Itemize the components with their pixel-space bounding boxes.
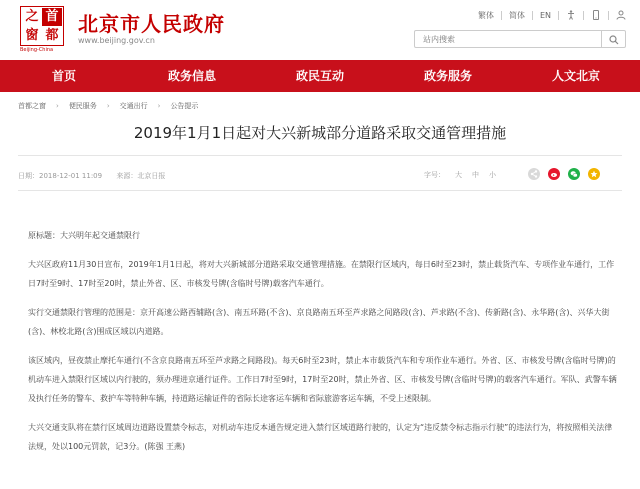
article-meta [18,171,165,181]
font-size-control [424,170,496,180]
divider [18,155,622,156]
article-paragraph: 原标题：大兴明年起交通禁限行 [28,231,140,240]
search-button[interactable] [601,31,625,47]
article-paragraph: 该区域内，昼夜禁止摩托车通行(不含京良路南五环至芦求路之间路段)。每天6时至23时，禁止本市载货汽车和专项作业车通行。外省、区、市核发号牌(含临时号牌)的机动车进入禁限行区域以内行驶的，须办理进京通行证件。工作日7时至9时，17时至20时，禁止外省、区、市核发号牌(含临时号牌)的载客汽车通行。军队、武警车辆及执行任务的警车、救护车等特种车辆，持道路运输证件的省际长途客运车辆和省际旅游客运车辆，不受上述限制。 [28,356,617,403]
logo-char: 首 [42,8,62,26]
divider [608,11,609,20]
nav-item-interaction[interactable]: 政民互动 [295,69,344,83]
nav-item-gov-info[interactable]: 政务信息 [167,69,216,83]
font-size-label: 字号： [424,171,445,179]
article-date: 日期：2018-12-01 11:09 [18,172,103,180]
article-title: 2019年1月1日起对大兴新城部分道路采取交通管理措施 [133,124,507,142]
weibo-icon[interactable] [548,168,560,180]
share-bar [528,168,600,180]
search-input[interactable] [415,31,601,47]
chevron-right-icon: › [157,102,161,110]
nav-item-home[interactable]: 首页 [51,69,76,83]
logo-char: 窗 [25,28,39,43]
mobile-icon[interactable] [591,10,601,20]
qzone-icon[interactable] [588,168,600,180]
divider [532,11,533,20]
font-size-small[interactable]: 小 [489,171,496,179]
divider [501,11,502,20]
simplified-chinese-link[interactable]: 简体 [508,10,525,20]
nav-item-culture[interactable]: 人文北京 [551,69,600,83]
logo-char: 之 [25,9,39,24]
breadcrumb-item[interactable]: 公告提示 [170,102,199,110]
site-header [0,0,640,60]
logo-char: 都 [45,28,59,43]
article-paragraph: 大兴交通支队将在禁行区域周边道路设置禁令标志，对机动车违反本通告规定进入禁行区域道路行驶的，认定为“违反禁令标志指示行驶”的违法行为，将按照相关法律法规，处以100元罚款，记3分。(陈强 王燕) [28,423,613,451]
traditional-chinese-link[interactable]: 繁体 [477,10,494,20]
nav-item-services[interactable]: 政务服务 [423,69,472,83]
breadcrumb-item[interactable]: 交通出行 [119,102,148,110]
divider [18,190,622,191]
divider [558,11,559,20]
site-title[interactable]: 北京市人民政府 [78,12,225,36]
site-url: www.beijing.gov.cn [78,36,155,45]
divider [583,11,584,20]
logo-subtitle: Beijing-China [20,47,54,53]
article-body [28,226,620,466]
english-link[interactable]: EN [539,10,551,20]
share-icon[interactable] [528,168,540,180]
main-nav [0,60,640,92]
search-icon [609,30,619,49]
article-paragraph: 大兴区政府11月30日宣布，2019年1月1日起，将对大兴新城部分道路采取交通管理措施。在禁限行区域内，每日6时至23时，禁止载货汽车、专项作业车通行，工作日7时至9时、17时至20时，禁止外省、区、市核发号牌(含临时号牌)载客汽车通行。 [28,260,615,288]
article-paragraph: 实行交通禁限行管理的范围是：京开高速公路西辅路(含)、南五环路(不含)、京良路南五环至芦求路之间路段(含)、芦求路(不含)、传新路(含)、永华路(含)、兴华大街(含)、林校北路(含)围成区域以内道路。 [28,308,610,336]
top-links [478,8,626,22]
search-box [414,30,626,48]
breadcrumb [18,101,198,111]
site-logo[interactable] [20,6,64,46]
chevron-right-icon: › [106,102,110,110]
chevron-right-icon: › [56,102,59,110]
article-source: 来源：北京日报 [116,172,166,180]
wechat-icon[interactable] [568,168,580,180]
font-size-large[interactable]: 大 [455,171,462,179]
accessibility-icon[interactable] [566,10,576,20]
breadcrumb-item[interactable]: 首都之窗 [18,102,46,110]
user-icon[interactable] [616,10,626,20]
font-size-medium[interactable]: 中 [472,171,479,179]
breadcrumb-item[interactable]: 便民服务 [68,102,97,110]
